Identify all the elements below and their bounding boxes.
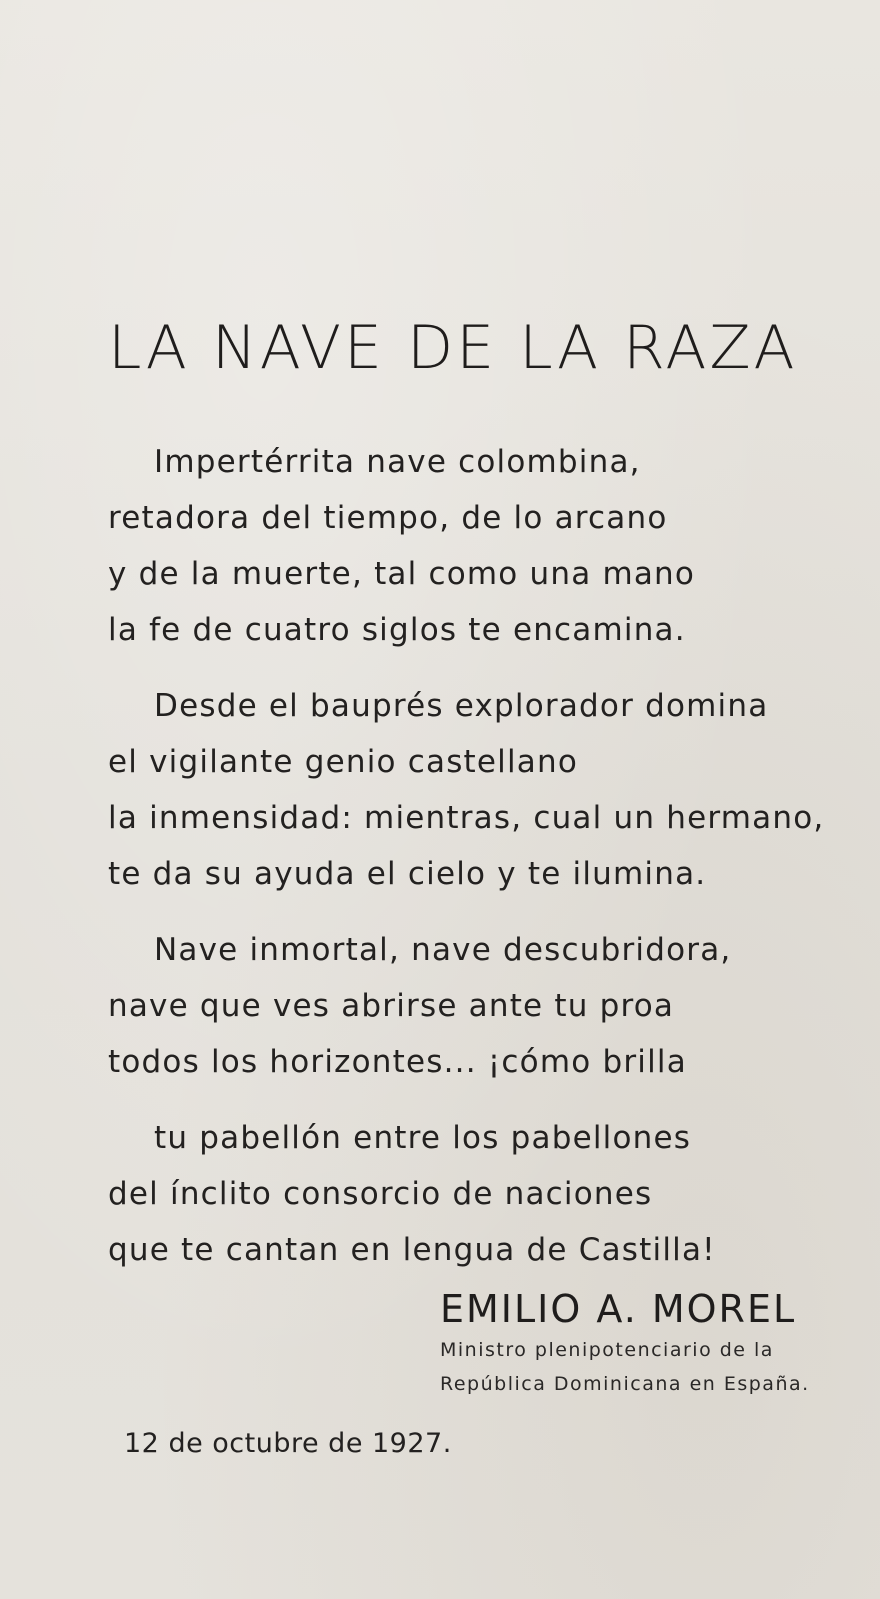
poem-date: 12 de octubre de 1927. xyxy=(124,1428,452,1459)
poem-body xyxy=(108,434,848,1298)
poem-line: Impertérrita nave colombina, xyxy=(154,444,641,480)
poem-line: Desde el bauprés explorador domina xyxy=(154,688,769,724)
author-name: EMILIO A. MOREL xyxy=(440,1287,797,1331)
signature-block xyxy=(440,1285,850,1401)
stanza-2 xyxy=(108,678,848,902)
poem-line: tu pabellón entre los pabellones xyxy=(154,1120,692,1156)
poem-title: LA NAVE DE LA RAZA xyxy=(108,313,798,383)
poem-line: el vigilante genio castellano xyxy=(108,744,579,780)
poem-line: que te cantan en lengua de Castilla! xyxy=(108,1232,716,1268)
poem-line: Nave inmortal, nave descubridora, xyxy=(154,932,732,968)
stanza-1 xyxy=(108,434,848,658)
poem-line: la fe de cuatro siglos te encamina. xyxy=(108,612,686,648)
poem-line: la inmensidad: mientras, cual un hermano, xyxy=(108,800,825,836)
poem-line: todos los horizontes... ¡cómo brilla xyxy=(108,1044,687,1080)
poem-line: te da su ayuda el cielo y te ilumina. xyxy=(108,856,707,892)
poem-line: retadora del tiempo, de lo arcano xyxy=(108,500,668,536)
poem-line: y de la muerte, tal como una mano xyxy=(108,556,696,592)
stanza-4 xyxy=(108,1110,848,1278)
poem-line: nave que ves abrirse ante tu proa xyxy=(108,988,675,1024)
author-role-line-2: República Dominicana en España. xyxy=(440,1373,810,1395)
stanza-3 xyxy=(108,922,848,1090)
author-role-line-1: Ministro plenipotenciario de la xyxy=(440,1339,774,1361)
poem-line: del ínclito consorcio de naciones xyxy=(108,1176,653,1212)
